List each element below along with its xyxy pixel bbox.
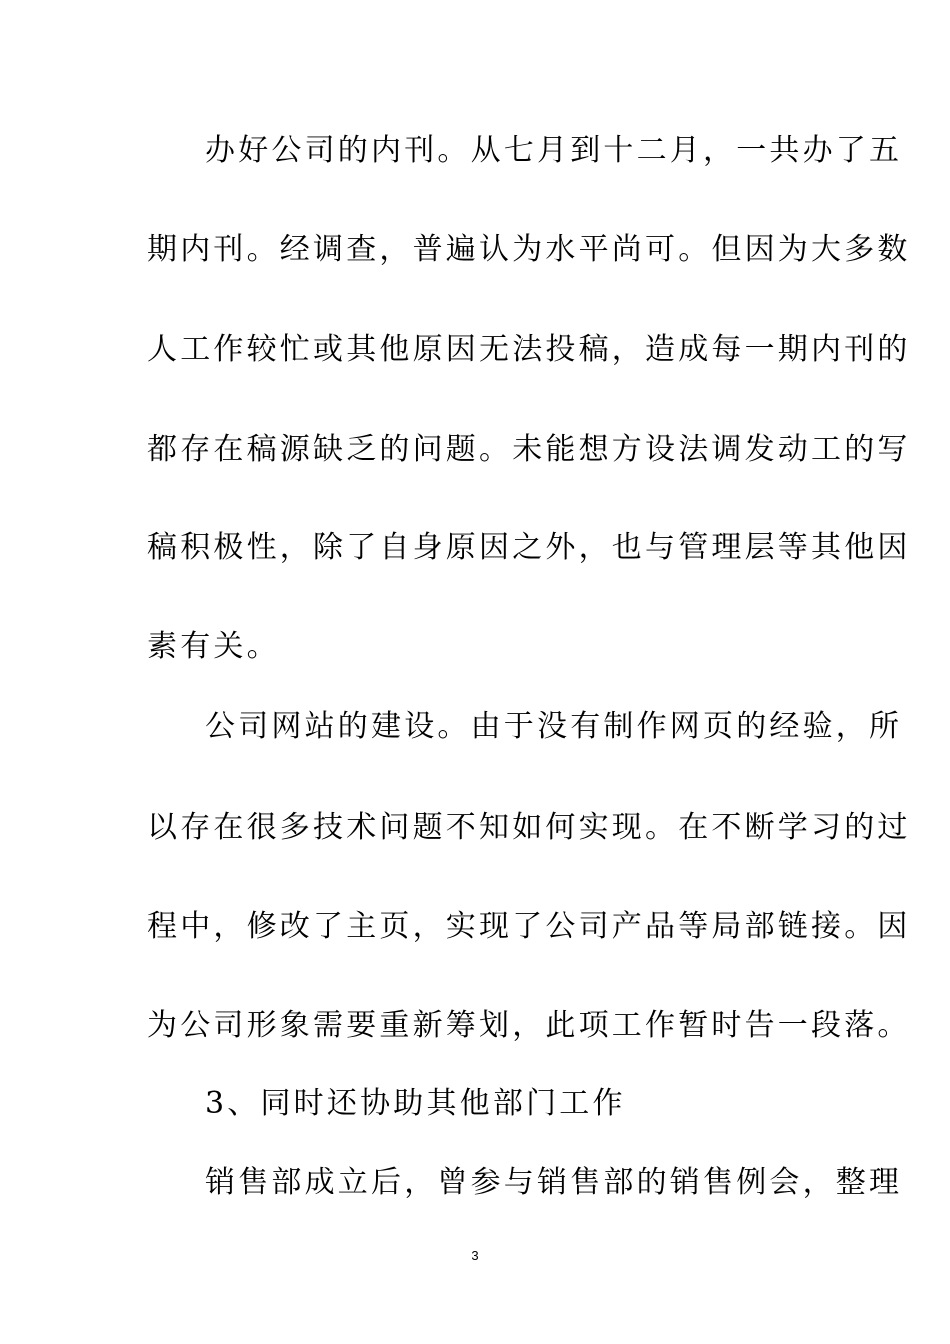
paragraph-line: 稿积极性，除了自身原因之外，也与管理层等其他因	[147, 530, 911, 565]
paragraph-line: 都存在稿源缺乏的问题。未能想方设法调发动工的写	[147, 432, 911, 467]
section-heading: 3、同时还协助其他部门工作	[205, 1086, 626, 1121]
paragraph-line: 销售部成立后，曾参与销售部的销售例会，整理	[205, 1165, 903, 1200]
paragraph-line: 为公司形象需要重新筹划，此项工作暂时告一段落。	[147, 1008, 911, 1043]
paragraph-line: 以存在很多技术问题不知如何实现。在不断学习的过	[147, 810, 911, 845]
paragraph-line: 素有关。	[147, 629, 280, 664]
paragraph-line: 人工作较忙或其他原因无法投稿，造成每一期内刊的	[147, 332, 911, 367]
paragraph-line: 办好公司的内刊。从七月到十二月，一共办了五	[205, 133, 903, 168]
paragraph-line: 程中，修改了主页，实现了公司产品等局部链接。因	[147, 909, 911, 944]
paragraph-line: 公司网站的建设。由于没有制作网页的经验，所	[205, 709, 903, 744]
paragraph-line: 期内刊。经调查，普遍认为水平尚可。但因为大多数	[147, 232, 911, 267]
page-number: 3	[471, 1248, 479, 1263]
